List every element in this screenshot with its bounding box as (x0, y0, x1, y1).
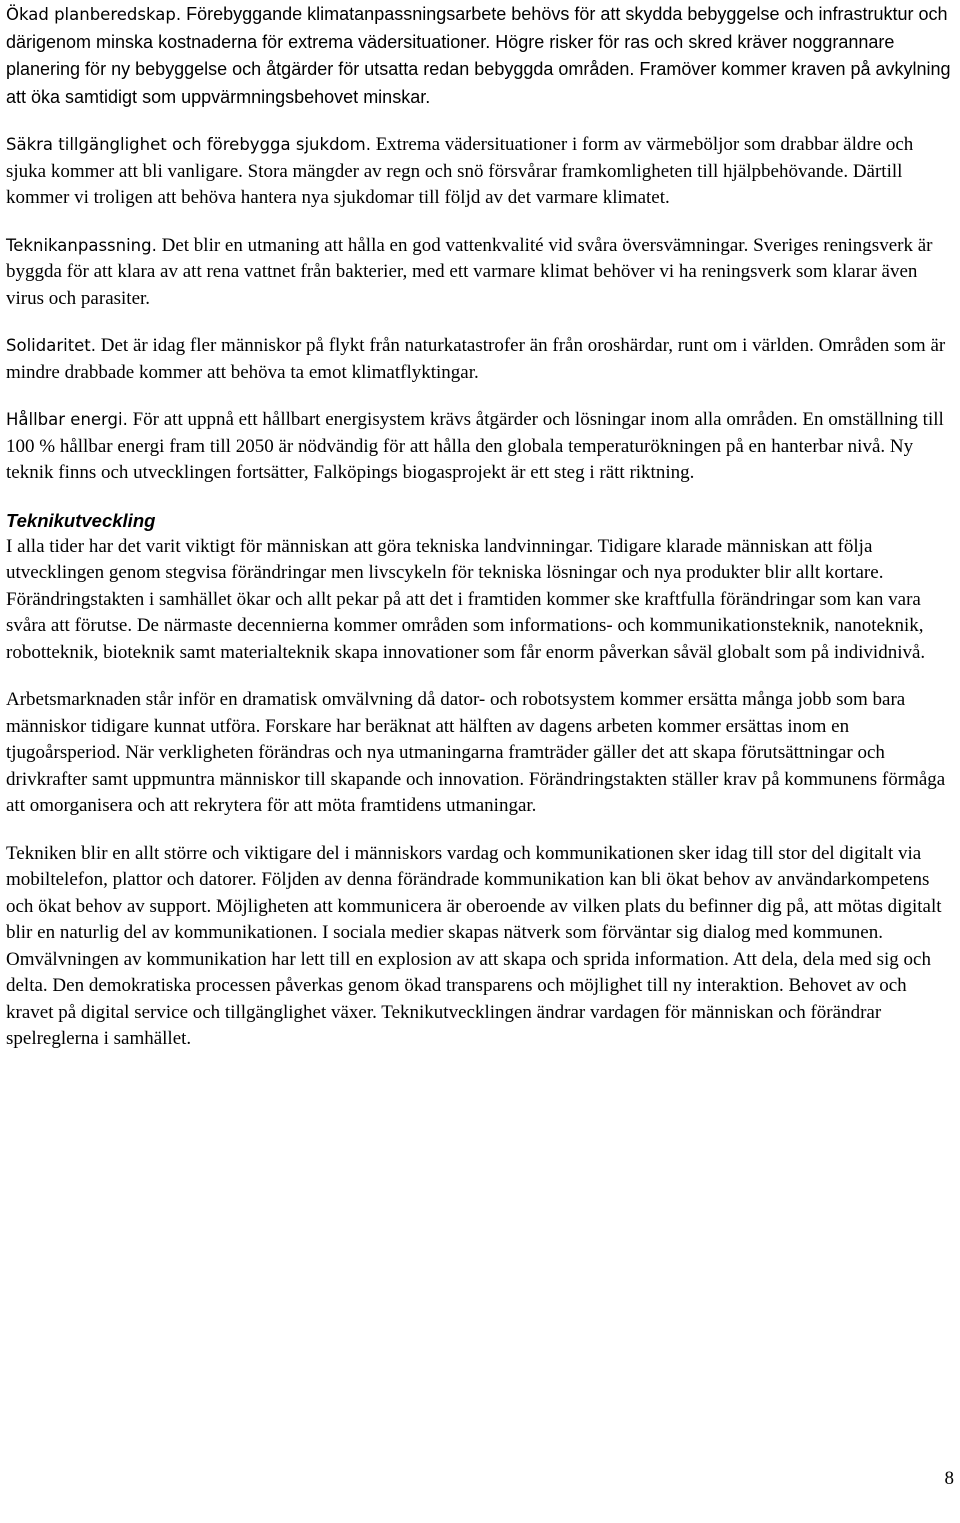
paragraph-text: Det blir en utmaning att hålla en god vattenkvalité vid svåra översvämningar. Sveriges reningsverk är byggda för att klara av att rena vattnet från bakterier, med ett varmare klimat behöver vi ha reningsverk som klarar även virus och parasiter. (6, 234, 933, 309)
paragraph-lead: Säkra tillgänglighet och förebygga sjukdom. (6, 135, 371, 154)
paragraph-lead: Hållbar energi. (6, 410, 128, 429)
paragraph-hallbar-energi (6, 407, 956, 487)
paragraph-tillganglighet (6, 132, 956, 212)
section-paragraph: I alla tider har det varit viktigt för människan att göra tekniska landvinningar. Tidigare klarade människan att följa utvecklingen genom stegvisa förändringar men livscykeln för tekniska lösningar och nya produkter blir allt kortare. Förändringstakten i samhället ökar och allt pekar på att det i framtiden kommer ske kraftfulla förändringar som kan vara svåra att förutse. De närmaste decennierna kommer områden som informations- och kommunikationsteknik, nanoteknik, robotteknik, bioteknik samt materialteknik skapa innovationer som får enorm påverkan såväl globalt som på individnivå. (6, 535, 926, 663)
paragraph-planberedskap (6, 1, 956, 111)
section-paragraph: Tekniken blir en allt större och viktigare del i människors vardag och kommunikationen sker idag till stor del digitalt via mobiltelefon, plattor och datorer. Följden av denna förändrade kommunikation kan bli ökat behov av användarkompetens och ökat behov av support. Möjligheten att kommunicera är oberoende av vilken plats du befinner dig på, att mötas digitalt blir en naturlig del av kommunikationen. I sociala medier skapas nätverk som förväntar sig dialog med kommunen. Omvälvningen av kommunikation har lett till en explosion av att skapa och sprida information. Att dela, dela med sig och delta. Den demokratiska processen påverkas genom ökad transparens och möjlighet till ny interaktion. Behovet av och kravet på digital service och tillgänglighet växer. Teknikutvecklingen ändrar vardagen för människan och förändrar spelreglerna i samhället. (6, 842, 942, 1049)
paragraph-text: Det är idag fler människor på flykt från naturkatastrofer än från oroshärdar, runt om i världen. Områden som är mindre drabbade kommer att behöva ta emot klimatflyktingar. (6, 335, 946, 383)
paragraph-lead: Solidaritet. (6, 336, 97, 355)
paragraph-lead: Teknikanpassning. (6, 235, 157, 255)
document-page (6, 0, 956, 1074)
paragraph-text: Förebyggande klimatanpassningsarbete behövs för att skydda bebyggelse och infrastruktur och därigenom minska kostnaderna för extrema vädersituationer. Högre risker för ras och skred kräver noggrannare planering för ny bebyggelse och åtgärder för utsatta redan bebyggda områden. Framöver kommer kraven på avkylning att öka samtidigt som uppvärmningsbehovet minskar. (6, 4, 951, 107)
section-heading: Teknikutveckling (6, 509, 156, 531)
paragraph-text: För att uppnå ett hållbart energisystem krävs åtgärder och lösningar inom alla områden. En omställning till 100 % hållbar energi fram till 2050 är nödvändig för att hålla den globala temperaturökningen på en hanterbar nivå. Ny teknik finns och utvecklingen fortsätter, Falköpings biogasprojekt är ett steg i rätt riktning. (6, 409, 944, 483)
paragraph-teknikanpassning (6, 233, 956, 313)
paragraph-solidaritet (6, 333, 956, 386)
section-paragraph: Arbetsmarknaden står inför en dramatisk omvälvning då dator- och robotsystem kommer ersätta många jobb som bara människor tidigare kunnat utföra. Forskare har beräknat att hälften av dagens arbeten kommer ersättas inom en tjugoårsperiod. När verkligheten förändras och nya utmaningarna framträder gäller det att skapa förutsättningar och drivkrafter samt uppmuntra människor till skapande och innovation. Förändringstakten ställer krav på kommunens förmåga att omorganisera och att rekrytera för att möta framtidens utmaningar. (6, 689, 946, 816)
paragraph-text: Extrema vädersituationer i form av värmeböljor som drabbar äldre och sjuka kommer att bli vanligare. Stora mängder av regn och snö försvårar framkomligheten till hjälpbehövande. Därtill kommer vi troligen att behöva hantera nya sjukdomar till följd av det varmare klimatet. (6, 134, 914, 208)
paragraph-lead: Ökad planberedskap. (6, 5, 182, 24)
page-number: 8 (944, 1468, 954, 1489)
